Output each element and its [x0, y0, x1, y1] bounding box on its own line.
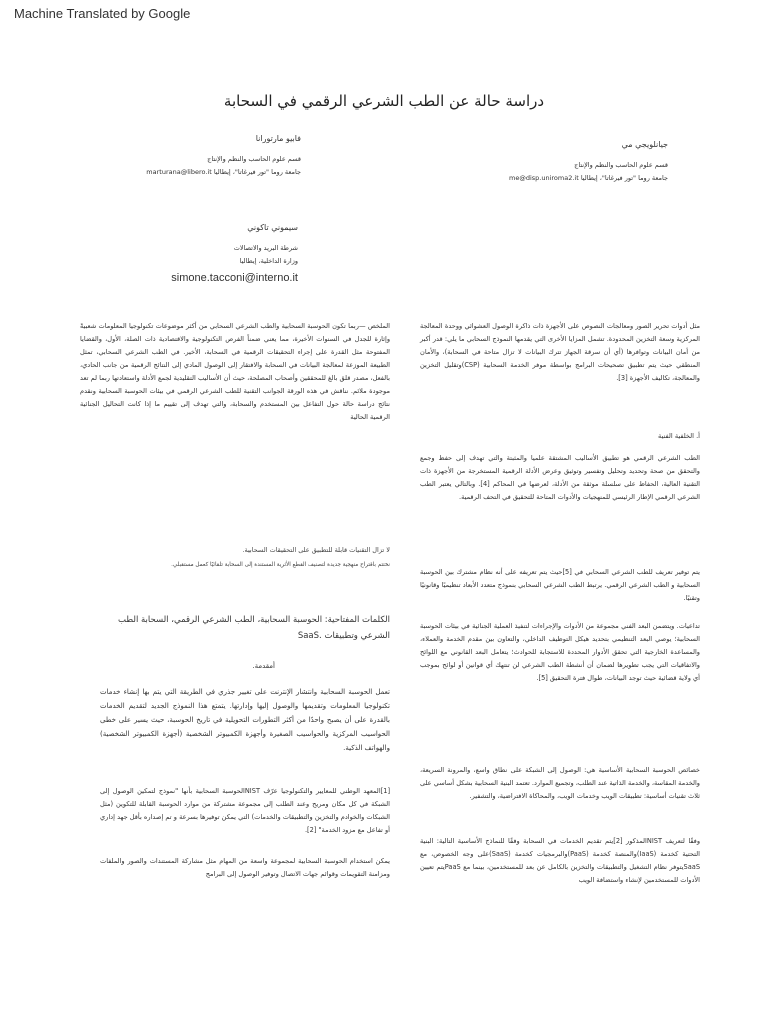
section-heading-intro: أمقدمة. [252, 662, 275, 670]
author-block-3 [98, 223, 298, 284]
background-paragraph: الطب الشرعي الرقمي هو تطبيق الأساليب المشتقة علميا والمثبتة والتي تهدف إلى حفظ وجمع والتحقق من صحة وتحديد وتحليل وتفسير وتوثيق وعرض الأدلة الرقمية المستخرجة من الأجهزة ذات التقنية العالية، الحفاظ على سلسلة موثقة من الأدلة، لعرضها في المحاكم [4]. وبالتالي يعتبر الطب الشرعي الرقمي الإطار الرئيسي للمنهجيات والأدوات المتاحة للتحقيق في التحف الرقمية. [420, 454, 700, 501]
machine-translation-banner: Machine Translated by Google [14, 6, 191, 21]
intro-paragraph: تعمل الحوسبة السحابية وانتشار الإنترنت على تغيير جذري في الطريقة التي يتم بها إنشاء خدمات تكنولوجيا المعلومات وتقديمها والوصول إليها وإدارتها. يتمتع هذا النموذج الجديد لتقديم الخدمات بالقدرة على أن يصبح واحدًا من أكثر التطورات التحويلية في تاريخ الحوسبة، حيث يسير على خطى الحواسيب المركزية والحواسيب الصغيرة وأجهزة الكمبيوتر الشخصية (أجهزة الكمبيوتر الشخصية) والهواتف الذكية. [100, 688, 390, 752]
author-address: وزارة الداخلية، إيطاليا [239, 257, 298, 265]
author-affiliation: قسم علوم الحاسب والنظم والإنتاج [574, 161, 668, 169]
service-models-paragraph: وفقًا لتعريف NISTالمذكور [2]يتم تقديم الخدمات في السحابة وفقًا للنماذج الأساسية التالية: البنية التحتية كخدمة (IaaS)والمنصة كخدمة (PaaS)والبرمجيات كخدمة (SaaS)على وجه الخصوص، مع SaaSيتوفر نظام التشغيل والتطبيقات والتخزين بالكامل عن بعد للمستخدمين، بينما مع PaaSيتم تعيين الأدوات للمستخدمين لإنشاء واستضافة الويب [420, 837, 701, 884]
author-block-1 [408, 140, 668, 185]
intro-continued-paragraph: مثل أدوات تحرير الصور ومعالجات النصوص على الأجهزة ذات ذاكرة الوصول العشوائي ووحدة المعالجة المركزية وسعة التخزين المحدودة. تشمل المزايا الأخرى التي يقدمها النموذج السحابي ما يلي: قدر أكبر من أمان البيانات وتوافرها (أي أن سرقة الجهاز تترك البيانات لا تزال متاحة في السحابة)، والأمان المنطقي حيث يتم تطبيق تصحيحات البرامج بواسطة موفر الخدمة السحابية (CSP)وتقليل التخزين والمعالجة، تكاليف الأجهزة [3]. [420, 322, 700, 382]
characteristics-paragraph: خصائص الحوسبة السحابية الأساسية هي: الوصول إلى الشبكة على نطاق واسع، والمرونة السريعة، والخدمة المقاسة، والخدمة الذاتية عند الطلب، وتجميع الموارد. تعتمد البنية السحابية بشكل أساسي على ثلاث تقنيات أساسية: تطبيقات الويب وخدمات الويب، والمحاكاة الافتراضية، والتشفير. [420, 766, 700, 800]
abstract-paragraph: الملخص —ربما تكون الحوسبة السحابية والطب الشرعي السحابي من أكثر موضوعات تكنولوجيا المعلومات شعبيةً وإثارة للجدل في السنوات الأخيرة، مما يعني ضمناً الفرص التكنولوجية والاقتصادية ذات الصلة، الأول، والقضايا المفتوحة مثل القدرة على إجراء التحقيقات الرقمية في السحابة، الأخير. في الطب الشرعي السحابي، تمثل الطبيعة الموزعة لمعالجة البيانات في السحابة والافتقار إلى الوصول المادي إلى النتائج الرقمية من جانب الحادي، بالفعل، مصدر قلق بالغ للمحققين وأصحاب المصلحة، حيث أن الأساليب التقليدية لجمع الأدلة واستعادتها ربما لم تعد موجودة ملائم. نناقش في هذه الورقة الجوانب التقنية للطب الشرعي الرقمي في بيئات الحوسبة السحابية ونقدم نتائج دراسة حالة حول التفاعل بين المستخدم والسحابة، والتي تهدف إلى تقييم ما إذا كانت التحاليل الجنائية الرقمية الحالية [80, 322, 390, 421]
dimensions-paragraph: تداعيات. ويتضمن البعد الفني مجموعة من الأدوات والإجراءات لتنفيذ العملية الجنائية في بيئات الحوسبة السحابية؛ يوصي البعد التنظيمي بتحديد هيكل التوظيف الداخلي، والتعاون بين مقدم الخدمة والعملاء، والمساعدة الخارجية التي تحقق الأدوار المحددة للاستجابة للحوادث؛ يتعامل البعد القانوني مع اللوائح والاتفاقيات التي يجب تطويرها لضمان أن أنشطة الطب الشرعي لن تنتهك أي قوانين أو لوائح بموجب أي ولاية قضائية حيث توجد البيانات، طوال فترة التحقيق [5]. [420, 622, 700, 682]
author-address: جامعة روما "تور فيرغاتا"، إيطاليا me@disp.uniroma2.it [509, 174, 668, 182]
abstract-note-1: لا تزال التقنيات قابلة للتطبيق على التحقيقات السحابية. [242, 546, 390, 554]
author-affiliation: قسم علوم الحاسب والنظم والإنتاج [207, 155, 301, 163]
abstract-note-2: نختتم باقتراح منهجية جديدة لتصنيف القطع الأثرية المستندة إلى السحابة تلقائيًا كعمل مستقبلي. [171, 562, 390, 568]
usage-paragraph: يمكن استخدام الحوسبة السحابية لمجموعة واسعة من المهام مثل مشاركة المستندات والصور والملفات ومزامنة التقويمات وقوائم جهات الاتصال وتوفير الوصول إلى البرامج [100, 857, 390, 878]
author-email: simone.tacconi@interno.it [171, 272, 298, 284]
author-address: جامعة روما "تور فيرغاتا"، إيطاليا marturana@libero.it [146, 168, 301, 176]
author-name: فابيو مارتورانا [255, 134, 301, 143]
section-heading-background: أ. الخلفية الفنية [658, 432, 700, 440]
author-name: سيموني تاكوني [247, 223, 298, 232]
author-name: جيانلويجي مي [621, 140, 668, 149]
author-affiliation: شرطة البريد والاتصالات [233, 244, 298, 252]
nist-paragraph: [1]المعهد الوطني للمعايير والتكنولوجيا عرّف NISTالحوسبة السحابية بأنها "نموذج لتمكين الوصول إلى الشبكة في كل مكان ومريح وعند الطلب إلى مجموعة مشتركة من موارد الحوسبة القابلة للتكوين (مثل الشبكات والخوادم والتخزين والتطبيقات والخدمات) التي يمكن توفيرها بسرعة و تم إصداره بأقل جهد إداري أو تفاعل مع مزود الخدمة" [2]. [100, 787, 391, 834]
keywords: الكلمات المفتاحية: الحوسبة السحابية، الطب الشرعي الرقمي، السحابة الطب الشرعي وتطبيقات .SaaS [118, 615, 390, 641]
definition-paragraph: يتم توفير تعريف للطب الشرعي السحابي في [5]حيث يتم تعريفه على أنه نظام مشترك بين الحوسبة السحابية و الطب الشرعي الرقمي. يرتبط الطب الشرعي السحابي بنموذج متعدد الأبعاد تنظيميًا وقانونيًا وتقنيًا. [420, 568, 700, 602]
author-block-2 [41, 134, 301, 179]
paper-title: دراسة حالة عن الطب الشرعي الرقمي في السحابة [223, 92, 545, 110]
